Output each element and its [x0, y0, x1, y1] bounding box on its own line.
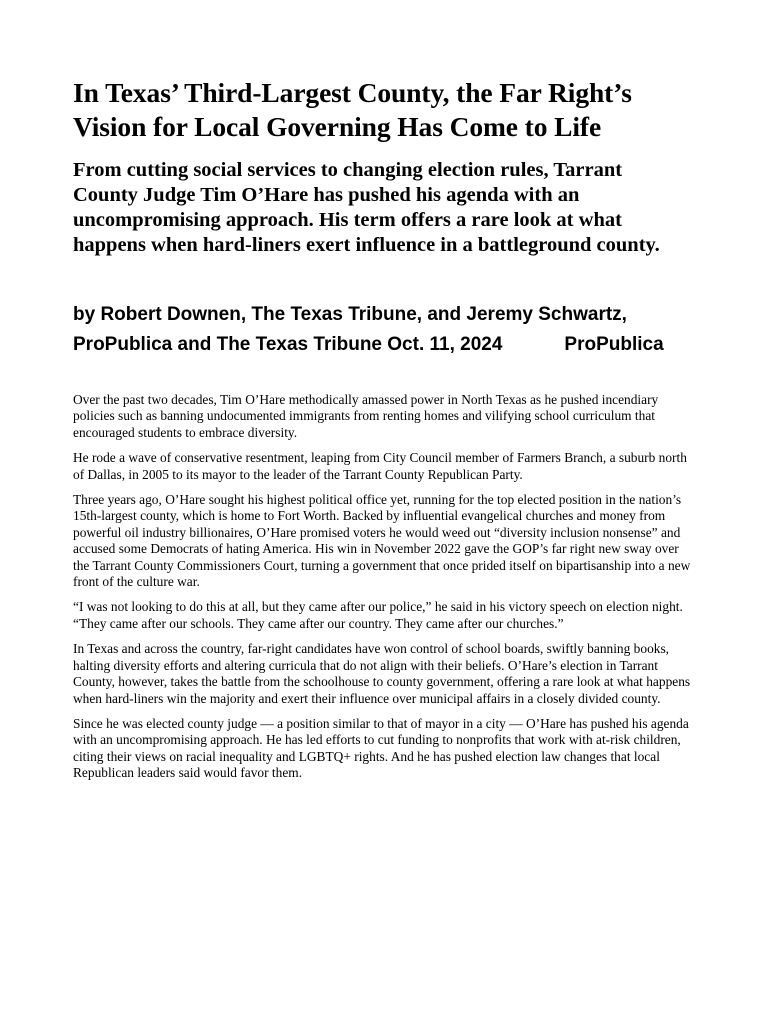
article-page: [73, 76, 693, 791]
byline: [73, 300, 713, 360]
body-paragraph: “I was not looking to do this at all, but they came after our police,” he said in his victory speech on election night. “They came after our schools. They came after our country. They came after our churches.”: [73, 599, 683, 631]
article-title: In Texas’ Third-Largest County, the Far Right’s Vision for Local Governing Has Come to Life: [73, 77, 632, 142]
byline-authors: by Robert Downen, The Texas Tribune, and Jeremy Schwartz, ProPublica and The Texas Tribune Oct. 11, 2024: [73, 304, 627, 355]
body-paragraph: Over the past two decades, Tim O’Hare methodically amassed power in North Texas as he pushed incendiary policies such as banning undocumented immigrants from renting homes and vilifying school curriculum that encouraged students to embrace diversity.: [73, 392, 659, 440]
body-paragraph: Three years ago, O’Hare sought his highest political office yet, running for the top elected position in the nation’s 15th-largest county, which is home to Fort Worth. Backed by influential evangelical churches and money from powerful oil industry billionaires, O’Hare promised voters he would weed out “diversity inclusion nonsense” and accused some Democrats of hating America. His win in November 2022 gave the GOP’s far right new sway over the Tarrant County Commissioners Court, turning a government that once prided itself on bipartisanship into a new front of the culture war.: [73, 492, 691, 590]
body-paragraph: In Texas and across the country, far-right candidates have won control of school boards, swiftly banning books, halting diversity efforts and altering curricula that do not align with their beliefs. O’Hare’s election in Tarrant County, however, takes the battle from the schoolhouse to county government, offering a rare look at what happens when hard-liners win the majority and exert their influence over municipal affairs in a closely divided county.: [73, 641, 691, 706]
body-paragraph: Since he was elected county judge — a position similar to that of mayor in a city — O’Hare has pushed his agenda with an uncompromising approach. He has led efforts to cut funding to nonprofits that work with at-risk children, citing their views on racial inequality and LGBTQ+ rights. And he has pushed election law changes that local Republican leaders said would favor them.: [73, 715, 689, 781]
body-paragraph: He rode a wave of conservative resentment, leaping from City Council member of Farmers Branch, a suburb north of Dallas, in 2005 to its mayor to the leader of the Tarrant County Republican Party.: [73, 450, 687, 482]
byline-publisher: ProPublica: [564, 334, 664, 355]
article-body: [73, 392, 695, 782]
article-subtitle: From cutting social services to changing election rules, Tarrant County Judge Tim O’Hare has pushed his agenda with an uncompromising approach. His term offers a rare look at what happens when hard-liners exert influence in a battleground county.: [73, 159, 660, 256]
